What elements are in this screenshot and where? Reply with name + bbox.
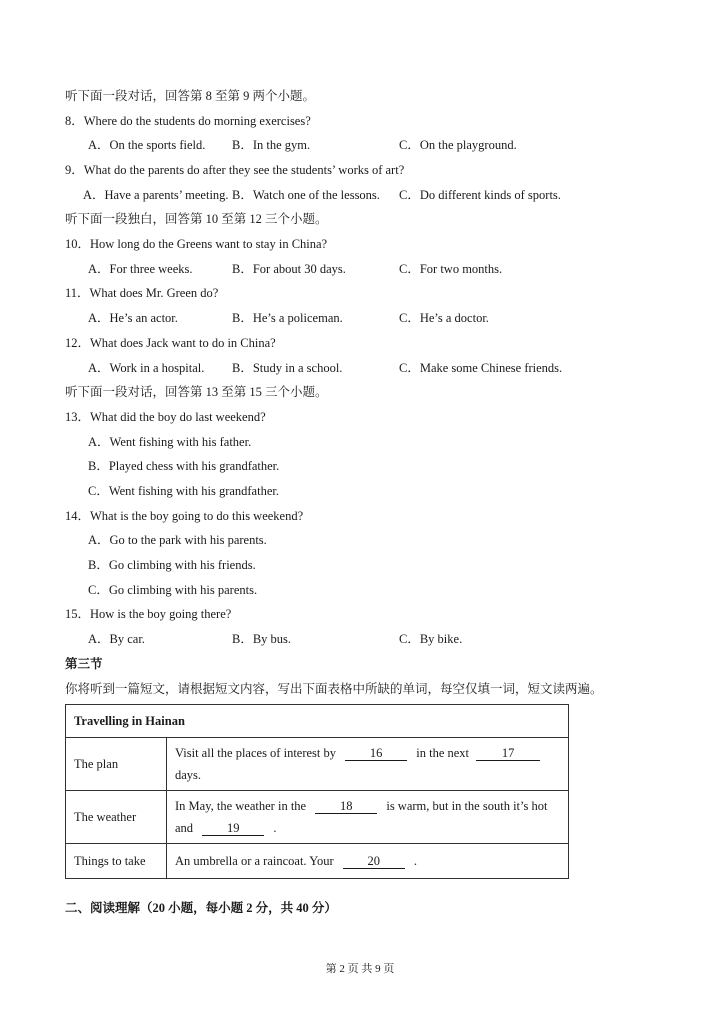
blank-19: 19	[202, 821, 264, 836]
table-row-things	[66, 844, 569, 879]
plan-text-2: in the next	[416, 746, 470, 760]
question-11-option-c: C．He’s a doctor.	[399, 311, 489, 325]
things-text-2: .	[413, 854, 418, 868]
question-14-stem: 14．What is the boy going to do this weekend?	[65, 509, 304, 523]
section-3-heading: 第三节	[65, 657, 103, 671]
question-15-option-c: C．By bike.	[399, 632, 463, 646]
table-title-row	[66, 705, 569, 738]
table-row-weather	[66, 791, 569, 844]
blank-16: 16	[345, 746, 407, 761]
question-9-option-b: B．Watch one of the lessons.	[232, 188, 380, 202]
plan-content	[167, 738, 569, 791]
weather-text-3: and	[175, 821, 194, 835]
question-12-option-c: C．Make some Chinese friends.	[399, 361, 563, 375]
question-10-stem: 10．How long do the Greens want to stay in China?	[65, 237, 328, 251]
question-15-option-b: B．By bus.	[232, 632, 292, 646]
question-14-option-b: B．Go climbing with his friends.	[88, 558, 256, 572]
question-13-option-b: B．Played chess with his grandfather.	[88, 459, 280, 473]
question-11-option-a: A．He’s an actor.	[88, 311, 178, 325]
things-label: Things to take	[66, 844, 167, 879]
blank-20: 20	[343, 854, 405, 869]
question-10-option-a: A．For three weeks.	[88, 262, 193, 276]
question-15-stem: 15．How is the boy going there?	[65, 607, 232, 621]
blank-17: 17	[476, 746, 540, 761]
section-instruction: 听下面一段对话，回答第 8 至第 9 两个小题。	[65, 89, 316, 103]
question-9-option-a: A．Have a parents’ meeting.	[83, 188, 229, 202]
plan-text-1: Visit all the places of interest by	[175, 746, 337, 760]
question-13-option-c: C．Went fishing with his grandfather.	[88, 484, 279, 498]
part-2-heading: 二、阅读理解（20 小题，每小题 2 分，共 40 分）	[65, 901, 337, 915]
section-instruction: 听下面一段独白，回答第 10 至第 12 三个小题。	[65, 212, 328, 226]
question-9-option-c: C．Do different kinds of sports.	[399, 188, 561, 202]
question-8-stem: 8．Where do the students do morning exercises?	[65, 114, 311, 128]
question-14-option-c: C．Go climbing with his parents.	[88, 583, 258, 597]
question-8-option-c: C．On the playground.	[399, 138, 517, 152]
table-title: Travelling in Hainan	[66, 705, 569, 738]
page-footer: 第 2 页 共 9 页	[325, 963, 395, 975]
weather-label: The weather	[66, 791, 167, 844]
question-15-option-a: A．By car.	[88, 632, 145, 646]
question-13-stem: 13．What did the boy do last weekend?	[65, 410, 266, 424]
table-row-plan	[66, 738, 569, 791]
question-10-option-b: B．For about 30 days.	[232, 262, 346, 276]
question-12-option-a: A．Work in a hospital.	[88, 361, 205, 375]
question-11-option-b: B．He’s a policeman.	[232, 311, 343, 325]
weather-text-1: In May, the weather in the	[175, 799, 307, 813]
question-13-option-a: A．Went fishing with his father.	[88, 435, 252, 449]
question-9-stem: 9．What do the parents do after they see the students’ works of art?	[65, 163, 405, 177]
question-8-option-a: A．On the sports field.	[88, 138, 206, 152]
question-11-stem: 11．What does Mr. Green do?	[65, 286, 219, 300]
things-content	[167, 844, 569, 879]
section-3-instruction: 你将听到一篇短文，请根据短文内容，写出下面表格中所缺的单词，每空仅填一词，短文读两遍。	[65, 682, 603, 696]
fill-in-table	[65, 704, 569, 879]
plan-text-3: days.	[175, 768, 202, 782]
question-12-option-b: B．Study in a school.	[232, 361, 343, 375]
section-instruction: 听下面一段对话，回答第 13 至第 15 三个小题。	[65, 385, 328, 399]
question-14-option-a: A．Go to the park with his parents.	[88, 533, 267, 547]
weather-text-4: .	[273, 821, 277, 835]
question-12-stem: 12．What does Jack want to do in China?	[65, 336, 276, 350]
plan-label: The plan	[66, 738, 167, 791]
weather-content	[167, 791, 569, 844]
question-10-option-c: C．For two months.	[399, 262, 503, 276]
blank-18: 18	[315, 799, 377, 814]
question-8-option-b: B．In the gym.	[232, 138, 311, 152]
things-text-1: An umbrella or a raincoat. Your	[175, 854, 334, 868]
weather-text-2: is warm, but in the south it’s hot	[386, 799, 548, 813]
